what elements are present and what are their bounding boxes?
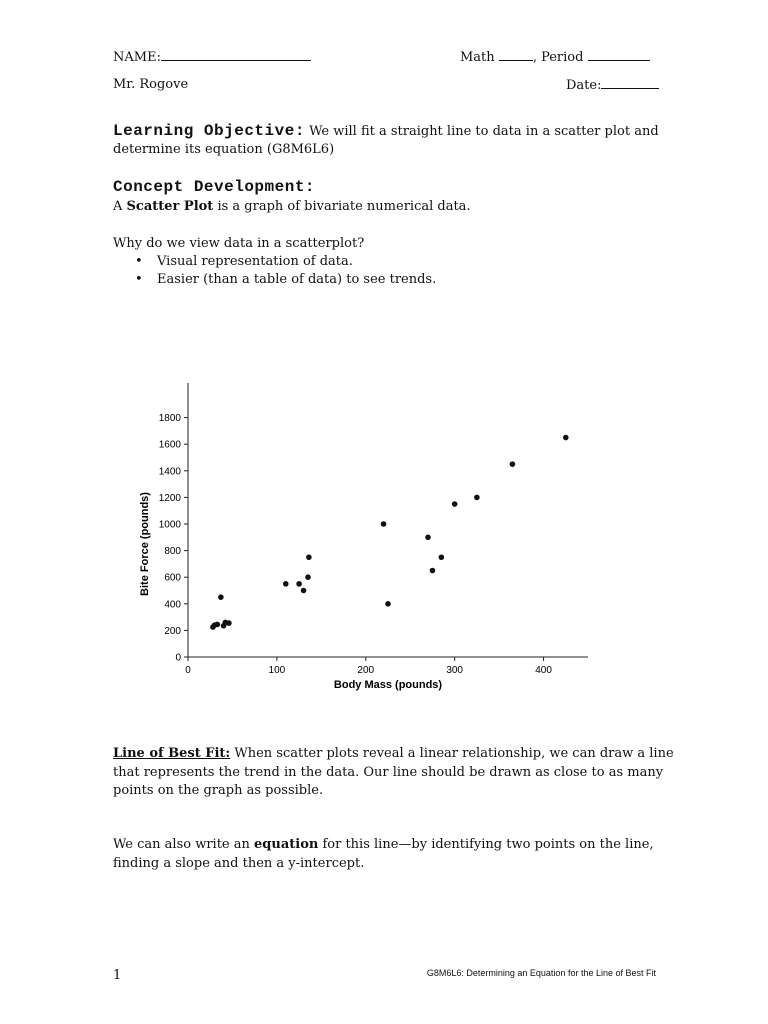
equation-rest: for this line—by identifying two points on the line, — [322, 837, 654, 852]
scatter-chart — [120, 380, 600, 700]
equation-paragraph — [113, 836, 654, 854]
y-tick-label: 800 — [164, 546, 181, 558]
y-tick-label: 1200 — [158, 492, 181, 504]
x-tick-label: 200 — [357, 665, 375, 676]
date-label: Date: — [566, 78, 602, 93]
data-point — [218, 594, 224, 600]
equation-line2: finding a slope and then a y-intercept. — [113, 856, 365, 871]
learning-objective — [113, 122, 659, 141]
data-point — [425, 535, 431, 541]
best-fit-heading: Line of Best Fit: — [113, 746, 231, 761]
y-tick-label: 1800 — [158, 413, 181, 425]
best-fit-line2: that represents the trend in the data. Our line should be drawn as close to as many — [113, 765, 664, 780]
x-tick-label: 300 — [446, 665, 464, 676]
why-question: Why do we view data in a scatterplot? — [113, 236, 365, 251]
definition-rest: is a graph of bivariate numerical data. — [217, 199, 471, 214]
name-label: NAME: — [113, 50, 161, 65]
data-point — [474, 495, 480, 501]
bullet-icon: • — [135, 254, 143, 269]
bullet-text: Easier (than a table of data) to see trends. — [157, 272, 437, 287]
list-item — [113, 253, 436, 271]
x-tick-label: 0 — [185, 665, 191, 676]
y-tick-label: 600 — [164, 572, 181, 584]
y-tick-label: 1600 — [158, 439, 181, 451]
date-field-row — [566, 76, 659, 95]
data-point — [510, 461, 516, 467]
x-tick-label: 100 — [268, 665, 286, 676]
best-fit-line3: points on the graph as possible. — [113, 783, 324, 798]
bullet-text: Visual representation of data. — [157, 254, 353, 269]
data-point — [301, 588, 307, 594]
data-point — [215, 622, 221, 628]
equation-prefix: We can also write an — [113, 837, 250, 852]
best-fit-paragraph — [113, 745, 674, 763]
data-point — [452, 501, 458, 507]
page-number: 1 — [113, 968, 122, 983]
teacher-name: Mr. Rogove — [113, 77, 189, 92]
chart-axes — [159, 383, 588, 676]
chart-points — [210, 435, 568, 630]
data-point — [439, 554, 445, 560]
y-tick-label: 400 — [164, 599, 181, 611]
math-blank[interactable] — [499, 48, 533, 61]
y-tick-label: 1400 — [158, 466, 181, 478]
math-label: Math — [460, 50, 495, 65]
scatter-plot-definition — [113, 198, 471, 216]
list-item — [113, 271, 436, 289]
data-point — [306, 554, 312, 560]
concept-heading: Concept Development: — [113, 178, 316, 196]
learning-objective-text: We will fit a straight line to data in a scatter plot and — [309, 124, 659, 139]
name-field-row — [113, 48, 311, 67]
name-blank[interactable] — [161, 48, 311, 61]
best-fit-line1: When scatter plots reveal a linear relationship, we can draw a line — [234, 746, 674, 761]
y-tick-label: 1000 — [158, 519, 181, 531]
data-point — [385, 601, 391, 607]
data-point — [283, 581, 289, 587]
period-label: , Period — [532, 50, 584, 65]
learning-objective-heading: Learning Objective: — [113, 122, 305, 140]
x-axis-label: Body Mass (pounds) — [333, 679, 443, 691]
date-blank[interactable] — [601, 76, 659, 89]
bullet-icon: • — [135, 272, 143, 287]
definition-prefix: A — [113, 199, 123, 214]
data-point — [381, 521, 387, 527]
data-point — [305, 574, 311, 580]
reasons-list — [113, 253, 436, 289]
definition-term: Scatter Plot — [126, 199, 214, 214]
data-point — [226, 620, 232, 626]
footer-title: G8M6L6: Determining an Equation for the Line of Best Fit — [426, 968, 656, 978]
data-point — [296, 581, 302, 587]
y-tick-label: 0 — [175, 652, 181, 664]
equation-term: equation — [254, 837, 319, 852]
x-tick-label: 400 — [535, 665, 552, 676]
y-axis-label: Bite Force (pounds) — [139, 492, 151, 596]
math-period-row — [460, 48, 650, 67]
learning-objective-line2: determine its equation (G8M6L6) — [113, 142, 335, 157]
data-point — [430, 568, 436, 574]
period-blank[interactable] — [588, 48, 650, 61]
data-point — [563, 435, 569, 441]
y-tick-label: 200 — [164, 625, 181, 637]
